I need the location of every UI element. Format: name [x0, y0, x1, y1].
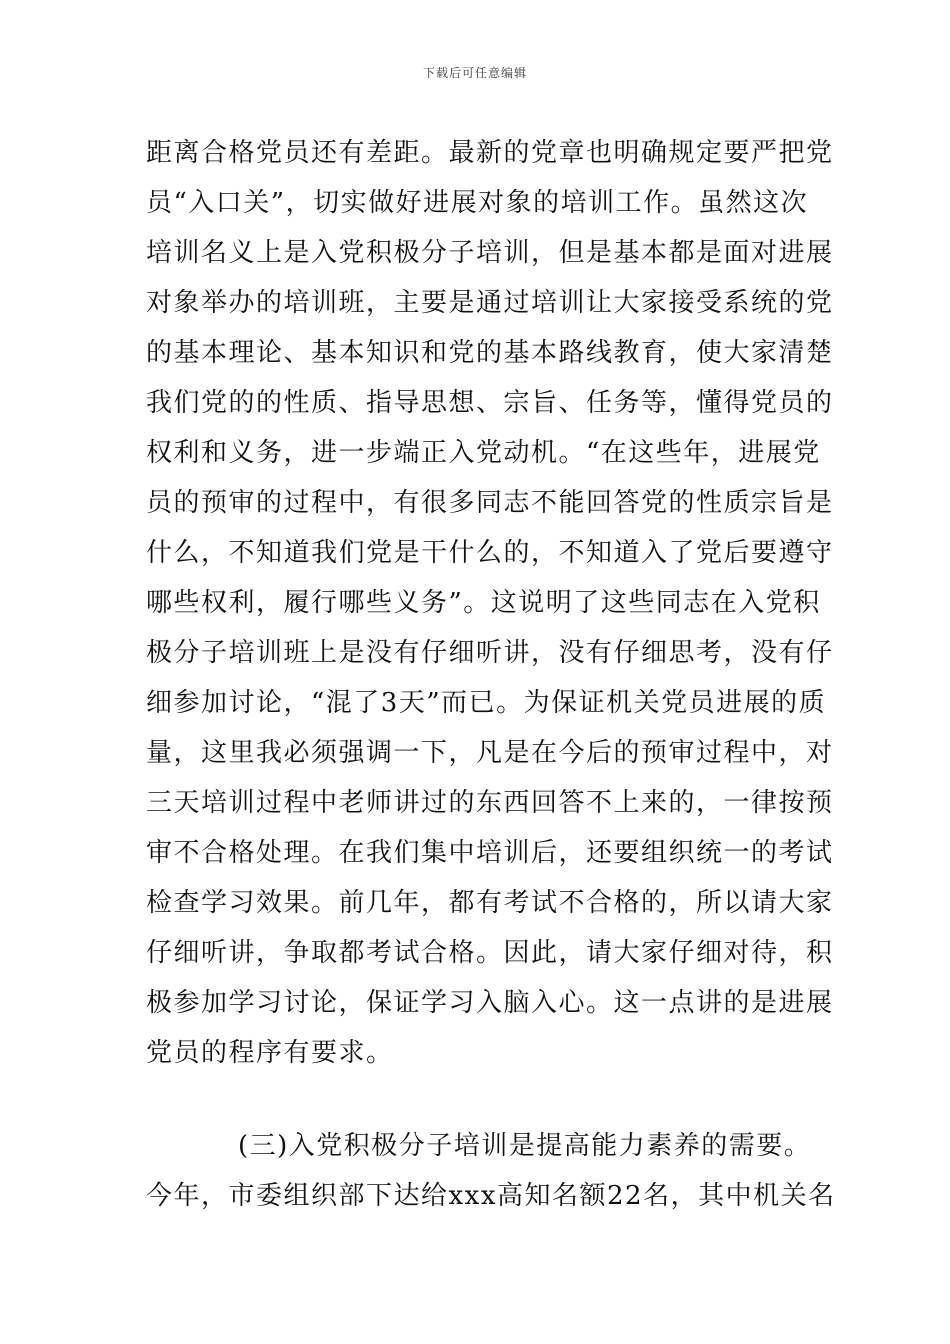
text-line: 距离合格党员还有差距。最新的党章也明确规定要严把党 [146, 138, 834, 168]
text-line: 三天培训过程中老师讲过的东西回答不上来的，一律按预 [146, 788, 834, 818]
text-line: 对象举办的培训班，主要是通过培训让大家接受系统的党 [146, 288, 834, 318]
text-line: 哪些权利，履行哪些义务”。这说明了这些同志在入党积 [146, 588, 821, 618]
text-line: 今年，市委组织部下达给xxx高知名额22名，其中机关名 [146, 1181, 836, 1211]
text-line: 仔细听讲，争取都考试合格。因此，请大家仔细对待，积 [146, 938, 834, 968]
page-header-note: 下载后可任意编辑 [422, 66, 527, 80]
text-line: 党员的程序有要求。 [146, 1038, 394, 1068]
text-line: 极参加学习讨论，保证学习入脑入心。这一点讲的是进展 [146, 988, 834, 1018]
text-line: 我们党的的性质、指导思想、宗旨、任务等，懂得党员的 [146, 388, 834, 418]
text-line: 权利和义务，进一步端正入党动机。“在这些年，进展党 [146, 438, 821, 468]
text-line: 培训名义上是入党积极分子培训，但是基本都是面对进展 [146, 238, 834, 268]
text-line: 员“入口关”，切实做好进展对象的培训工作。虽然这次 [146, 188, 809, 218]
section-heading-line: (三)入党积极分子培训是提高能力素养的需要。 [238, 1131, 812, 1161]
text-line: 极分子培训班上是没有仔细听讲，没有仔细思考，没有仔 [146, 638, 834, 668]
text-line: 检查学习效果。前几年，都有考试不合格的，所以请大家 [146, 888, 834, 918]
paragraph-section-3 [146, 1121, 836, 1221]
text-line: 什么，不知道我们党是干什么的，不知道入了党后要遵守 [146, 538, 834, 568]
text-line: 审不合格处理。在我们集中培训后，还要组织统一的考试 [146, 838, 834, 868]
text-line: 的基本理论、基本知识和党的基本路线教育，使大家清楚 [146, 338, 834, 368]
text-line: 量，这里我必须强调一下，凡是在今后的预审过程中，对 [146, 738, 834, 768]
paragraph-main [146, 128, 834, 1078]
text-line: 细参加讨论，“混了3天”而已。为保证机关党员进展的质 [146, 688, 827, 718]
text-line: 员的预审的过程中，有很多同志不能回答党的性质宗旨是 [146, 488, 834, 518]
